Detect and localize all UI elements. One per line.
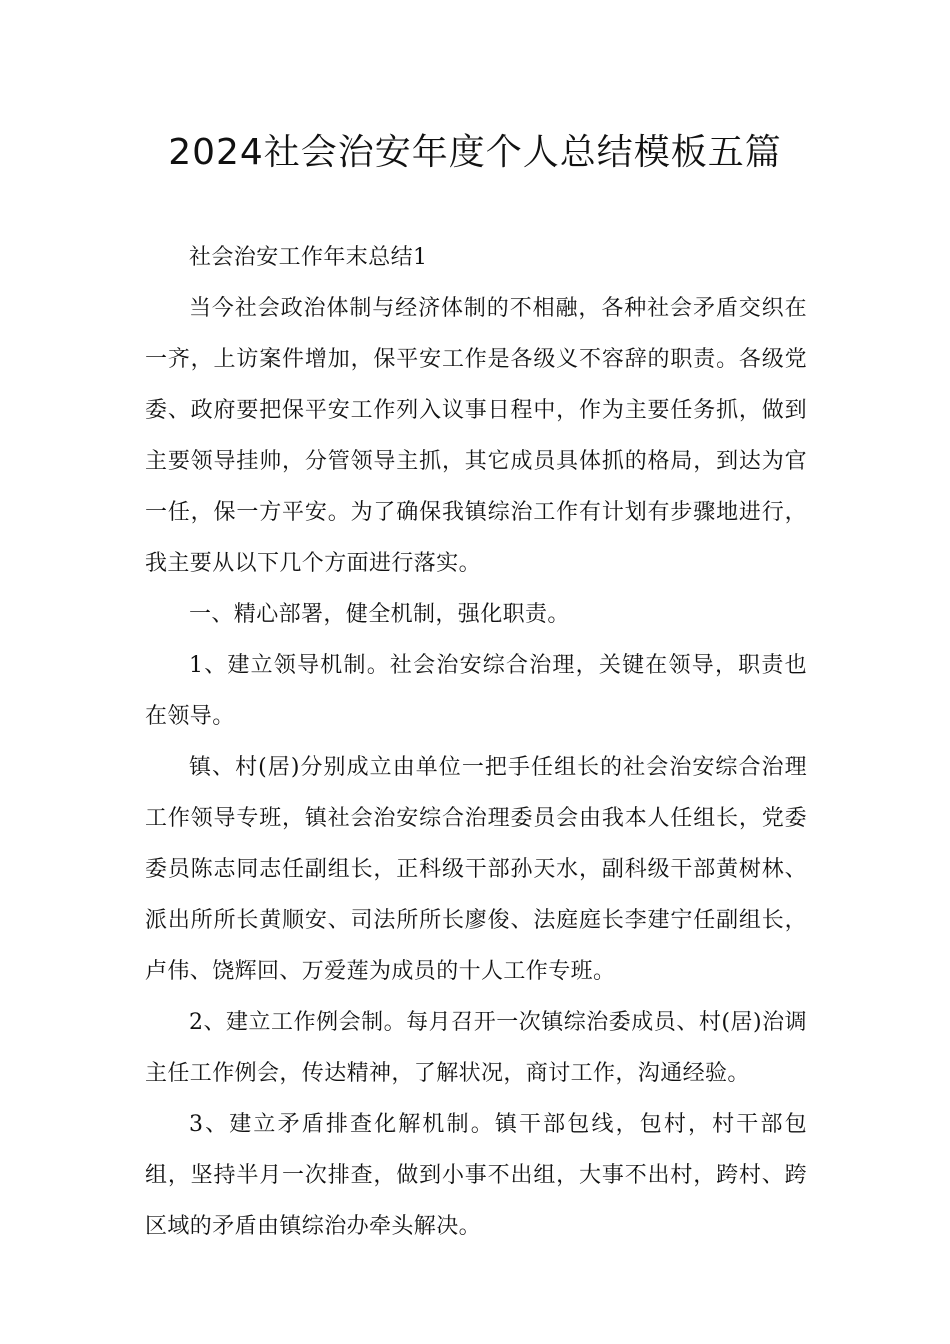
section-heading: 社会治安工作年末总结1 — [189, 245, 428, 270]
subsection-heading: 一、精心部署，健全机制，强化职责。 — [189, 602, 570, 627]
document-body — [145, 232, 807, 1252]
paragraph: 当今社会政治体制与经济体制的不相融，各种社会矛盾交织在一齐，上访案件增加，保平安工作是各级义不容辞的职责。各级党委、政府要把保平安工作列入议事日程中，作为主要任务抓，做到主要领导挂帅，分管领导主抓，其它成员具体抓的格局，到达为官一任，保一方平安。为了确保我镇综治工作有计划有步骤地进行，我主要从以下几个方面进行落实。 — [145, 296, 807, 576]
document-title: 2024社会治安年度个人总结模板五篇 — [168, 132, 782, 173]
paragraph: 镇、村(居)分别成立由单位一把手任组长的社会治安综合治理工作领导专班，镇社会治安综合治理委员会由我本人任组长，党委委员陈志同志任副组长，正科级干部孙天水，副科级干部黄树林、派出所所长黄顺安、司法所所长廖俊、法庭庭长李建宁任副组长，卢伟、饶辉回、万爱莲为成员的十人工作专班。 — [145, 755, 807, 984]
paragraph: 2、建立工作例会制。每月召开一次镇综治委成员、村(居)治调主任工作例会，传达精神，了解状况，商讨工作，沟通经验。 — [145, 1010, 807, 1086]
paragraph: 3、建立矛盾排查化解机制。镇干部包线，包村，村干部包组，坚持半月一次排查，做到小事不出组，大事不出村，跨村、跨区域的矛盾由镇综治办牵头解决。 — [145, 1112, 807, 1239]
paragraph: 1、建立领导机制。社会治安综合治理，关键在领导，职责也在领导。 — [145, 653, 807, 729]
